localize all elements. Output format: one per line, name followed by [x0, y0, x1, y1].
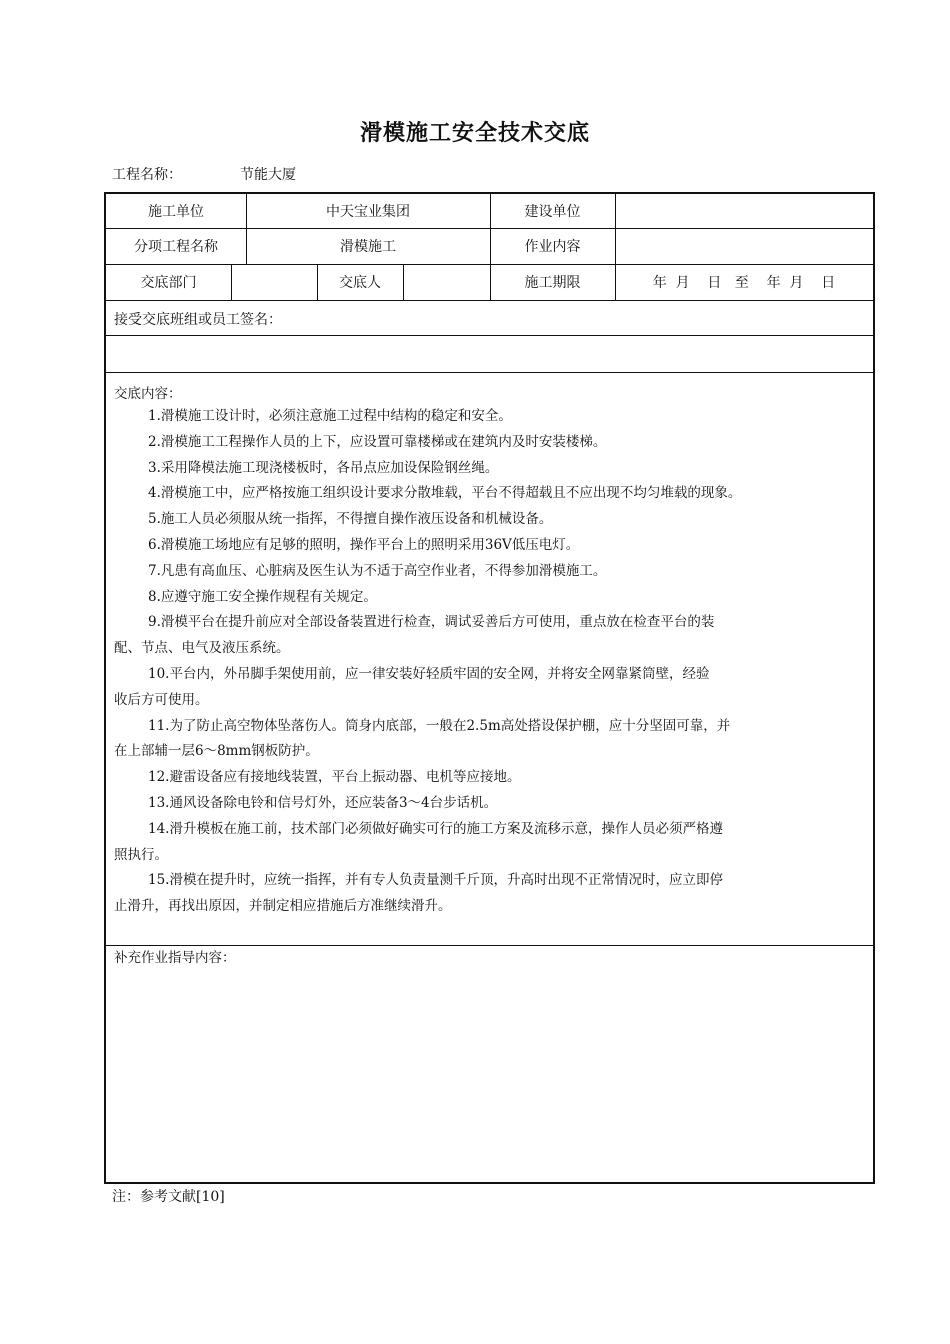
work-content-value — [615, 228, 873, 264]
owner-unit-label: 建设单位 — [524, 204, 581, 220]
supplement-label: 补充作业指导内容： — [114, 950, 236, 966]
discloser-value — [403, 264, 490, 300]
project-name-row — [112, 164, 296, 184]
content-line: 5.施工人员必须服从统一指挥，不得擅自操作液压设备和机械设备。 — [148, 511, 553, 528]
content-line: 收后方可使用。 — [114, 691, 209, 708]
row-divider — [106, 335, 873, 336]
content-line: 11.为了防止高空物体坠落伤人。筒身内底部，一般在2.5m高处搭设保护棚，应十分坚固可靠，并 — [148, 717, 731, 734]
content-line: 8.应遵守施工安全操作规程有关规定。 — [148, 588, 377, 605]
content-line: 2.滑模施工工程操作人员的上下，应设置可靠楼梯或在建筑内及时安装楼梯。 — [148, 433, 607, 450]
content-line: 7.凡患有高血压、心脏病及医生认为不适于高空作业者，不得参加滑模施工。 — [148, 562, 607, 579]
period-label: 施工期限 — [524, 275, 581, 291]
content-line: 13.通风设备除电铃和信号灯外，还应装备3～4台步话机。 — [148, 794, 498, 811]
department-value — [231, 264, 317, 300]
disclosure-form-table — [104, 192, 875, 1184]
content-line: 止滑升，再找出原因，并制定相应措施后方准继续滑升。 — [114, 898, 452, 915]
department-label: 交底部门 — [140, 275, 197, 291]
content-line: 10.平台内，外吊脚手架使用前，应一律安装好轻质牢固的安全网，并将安全网靠紧筒壁，经验 — [148, 665, 710, 682]
content-line: 在上部辅一层6～8mm钢板防护。 — [114, 743, 319, 760]
content-line: 照执行。 — [114, 846, 168, 863]
content-line: 9.滑模平台在提升前应对全部设备装置进行检查，调试妥善后方可使用，重点放在检查平台的装 — [148, 614, 715, 631]
content-line: 14.滑升模板在施工前，技术部门必须做好确实可行的施工方案及流移示意，操作人员必须严格遵 — [148, 820, 723, 837]
project-name-label: 工程名称： — [112, 167, 182, 183]
reference-note: 注：参考文献[10] — [112, 1189, 225, 1205]
sub-project-label: 分项工程名称 — [134, 239, 218, 255]
content-line: 15.滑模在提升时，应统一指挥，并有专人负责量测千斤顶，升高时出现不正常情况时，应立即停 — [148, 872, 723, 889]
period-value: 年 月 日 至 年 月 日 — [652, 275, 836, 291]
content-line: 3.采用降模法施工现浇楼板时，各吊点应加设保险钢丝绳。 — [148, 459, 499, 476]
construction-unit-value: 中天宝业集团 — [326, 204, 410, 220]
work-content-label: 作业内容 — [524, 239, 581, 255]
project-name-value: 节能大厦 — [240, 167, 296, 183]
content-line: 12.避雷设备应有接地线装置，平台上振动器、电机等应接地。 — [148, 769, 521, 786]
content-body — [114, 404, 864, 920]
content-line: 1.滑模施工设计时，必须注意施工过程中结构的稳定和安全。 — [148, 408, 512, 424]
content-line: 6.滑模施工场地应有足够的照明，操作平台上的照明采用36V低压电灯。 — [148, 536, 580, 553]
discloser-label: 交底人 — [339, 275, 381, 291]
owner-unit-value — [615, 194, 873, 228]
row-divider — [106, 372, 873, 373]
signature-label: 接受交底班组或员工签名： — [114, 312, 282, 328]
content-label: 交底内容： — [114, 386, 182, 402]
construction-unit-label: 施工单位 — [148, 204, 204, 220]
content-line: 配、节点、电气及液压系统。 — [114, 640, 290, 657]
document-title: 滑模施工安全技术交底 — [359, 120, 590, 146]
row-divider — [106, 300, 873, 301]
content-line: 4.滑模施工中，应严格按施工组织设计要求分散堆载，平台不得超载且不应出现不均匀堆载的现象。 — [148, 485, 742, 502]
sub-project-value: 滑模施工 — [340, 239, 396, 255]
